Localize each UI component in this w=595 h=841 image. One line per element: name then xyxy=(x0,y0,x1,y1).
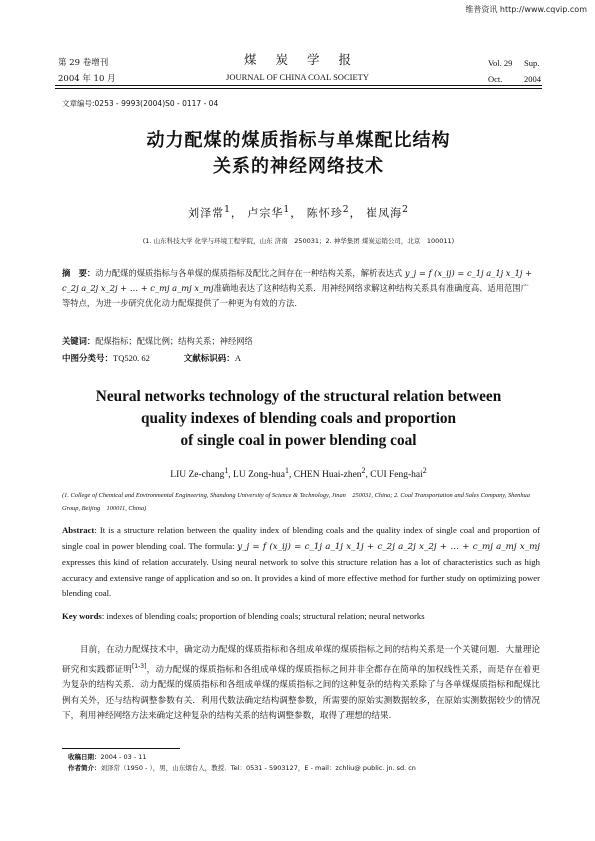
watermark: 维普资讯 http://www.cqvip.com xyxy=(465,5,587,14)
keywords-en: Key words: indexes of blending coals; proportion of blending coals; structural relation; neural networks xyxy=(62,611,425,621)
author-sup: 2 xyxy=(342,204,350,215)
author-info: 刘泽常（1950 - ），男，山东烟台人，教授．Tel：0531 - 5903127，E - mail：zchliu@ public. jn. sd. cn xyxy=(100,764,416,772)
header-year: 2004 xyxy=(524,74,541,84)
author-cn: 刘泽常 xyxy=(188,206,225,220)
title-en-line1: Neural networks technology of the structural relation between xyxy=(95,388,502,405)
author-sup: 1 xyxy=(224,204,231,215)
footnote-received xyxy=(68,752,538,763)
abstract-cn xyxy=(62,266,537,311)
author-sup: 2 xyxy=(361,466,366,475)
article-number: 文章编号:0253 - 9993(2004)S0 - 0117 - 04 xyxy=(62,99,219,108)
author-info-label: 作者简介： xyxy=(68,764,101,772)
header-rule xyxy=(55,85,542,86)
header-volume: 第 29 卷增刊 xyxy=(58,58,109,68)
abstract-en-label: Abstract xyxy=(62,525,95,535)
authors-en: LIU Ze-chang$^1$, LU Zong-hua$^1$, CHEN Huai-zhen$^2$, CUI Feng-hai$^2$ xyxy=(170,466,427,481)
author-sup: 1 xyxy=(285,466,289,475)
author-en: CUI Feng-hai xyxy=(370,470,423,481)
abstract-en-formula: y_j = f (x_ij) = c_1j a_1j x_1j + c_2j a_2j x_2j + … + c_mj a_mj x_mj xyxy=(237,541,541,552)
journal-name-cn: 煤炭学报 xyxy=(243,52,370,67)
header-vol-info xyxy=(488,55,541,87)
header-rule-thin xyxy=(55,88,542,89)
title-en xyxy=(55,386,542,452)
abstract-en-text2: expresses this kind of relation accurately. Using neural network to solve this structure relation has a lot of characteristics such as high accuracy and extensive range of application and so on. It provides a kind of more effective method for further study on optimizing power blending coal. xyxy=(62,557,540,598)
cls-label: 中图分类号： xyxy=(62,354,114,364)
keywords-cn-text: 配煤指标；配煤比例；结构关系；神经网络 xyxy=(95,336,253,346)
title-cn-line1: 动力配煤的煤质指标与单煤配比结构 xyxy=(146,130,451,151)
title-cn-line2: 关系的神经网络技术 xyxy=(213,156,384,177)
header-vol: Vol. 29 xyxy=(488,58,513,68)
author-sup: 1 xyxy=(224,466,229,475)
title-cn xyxy=(55,128,542,180)
keywords-en-text: indexes of blending coals; proportion of blending coals; structural relation; neural networks xyxy=(106,611,425,621)
title-en-line3: of single coal in power blending coal xyxy=(180,432,417,449)
abstract-en-text1: It is a structure relation between the quality index of blending coals and the quality index of single coal and proportion of single coal in power blending coal. The formula: xyxy=(62,525,540,551)
abstract-cn-formula: y_j = f (x_ij) = c_1j a_1j x_1j + c_2j a_2j x_2j + … + c_mj a_mj x_mj xyxy=(62,268,533,293)
author-cn: 卢宗华 xyxy=(247,206,284,220)
author-cn: 崔凤海 xyxy=(366,206,403,220)
received-date: 2004 - 03 - 11 xyxy=(100,753,147,761)
footnote-author xyxy=(68,763,538,774)
author-en: LIU Ze-chang xyxy=(170,470,225,481)
footnote xyxy=(68,752,538,774)
doc-code-value: A xyxy=(234,353,241,363)
author-en: LU Zong-hua xyxy=(233,470,286,481)
cls-value: TQ520. 62 xyxy=(113,353,150,363)
keywords-en-label: Key words xyxy=(62,611,102,621)
received-label: 收稿日期： xyxy=(68,753,101,761)
doc-code-label: 文献标识码： xyxy=(183,354,235,364)
author-sup: 2 xyxy=(402,204,409,215)
keywords-cn xyxy=(62,334,537,349)
abstract-en: Abstract: It is a structure relation between the quality index of blending coals and the quality index of single coal and proportion of single coal in power blending coal. The formula: y_j = f (x_ij) = c_1j a_1j x_1j + c_2j a_2j x_2j + … + c_mj a_mj x_mj expresses this kind of relation accurately. Using neural network to solve this structure relation has a lot of characteristics such as high accuracy and extensive range of application and so on. It provides a kind of more effective method for further study on optimizing power blending coal. xyxy=(62,525,541,598)
footnote-rule xyxy=(62,748,180,749)
body-text-2: ，动力配煤的煤质指标和各组成单煤的煤质指标之间并非全都存在简单的加权线性关系，而是存在着更为复杂的结构关系．动力配煤的煤质指标和各组成单煤的煤质指标之间的这种复杂的结构关系除了与各单煤煤质指标和配煤比例有关外，还与结构调整参数有关．利用代数法确定结构调整参数，所需要的原始实测数据较多，在原始实测数据较少的情况下，利用神经网络方法来确定这种复杂的结构关系的结构调整参数，取得了理想的结果. xyxy=(62,664,540,722)
affiliation-en: (1. College of Chemical and Environmental Engineering, Shandong University of Science & Technology, Jinan 250031, China; 2. Coal Transportation and Sales Company, Shenhua Group, Beijing 100011, China) xyxy=(62,492,530,512)
body-paragraph xyxy=(62,643,540,725)
header-month: Oct. xyxy=(488,74,503,84)
abstract-cn-text2: 准确地表达了这种结构关系．用神经网络求解这种结构关系具有准确度高、适用范围广等特点，为进一步研究优化动力配煤提供了一种更为有效的方法. xyxy=(62,283,529,308)
title-en-line2: quality indexes of blending coals and proportion xyxy=(140,410,457,427)
author-sup: 2 xyxy=(422,466,427,475)
header-issue xyxy=(58,55,116,87)
author-en: CHEN Huai-zhen xyxy=(293,470,362,481)
author-cn: 陈怀珍 xyxy=(306,206,343,220)
affiliation-cn: (1. 山东科技大学 化学与环境工程学院，山东 济南 250031；2. 神华集团 煤炭运销公司，北京 100011) xyxy=(142,237,455,245)
author-sup: 1 xyxy=(283,204,291,215)
abstract-cn-text1: 动力配煤的煤质指标与各单煤的煤质指标及配比之间存在一种结构关系，解析表达式 xyxy=(95,268,403,278)
keywords-cn-label: 关键词： xyxy=(62,336,96,346)
header-sup: Sup. xyxy=(524,58,540,68)
journal-masthead xyxy=(160,50,435,82)
citation-ref: [1-3] xyxy=(131,662,147,670)
journal-name-en: JOURNAL OF CHINA COAL SOCIETY xyxy=(226,72,369,82)
header-date: 2004 年 10 月 xyxy=(58,74,116,84)
authors-cn: 刘泽常$^1$， 卢宗华$^1$， 陈怀珍$^2$， 崔凤海$^2$ xyxy=(188,204,409,220)
body-text-1: 目前，在动力配煤技术中，确定动力配煤的煤质指标和各组成单煤的煤质指标之间的结构关系是一个关键问题．大量理论研究和实践都证明 xyxy=(62,645,540,675)
classification xyxy=(62,352,241,364)
abstract-cn-label: 摘 要： xyxy=(62,268,96,278)
